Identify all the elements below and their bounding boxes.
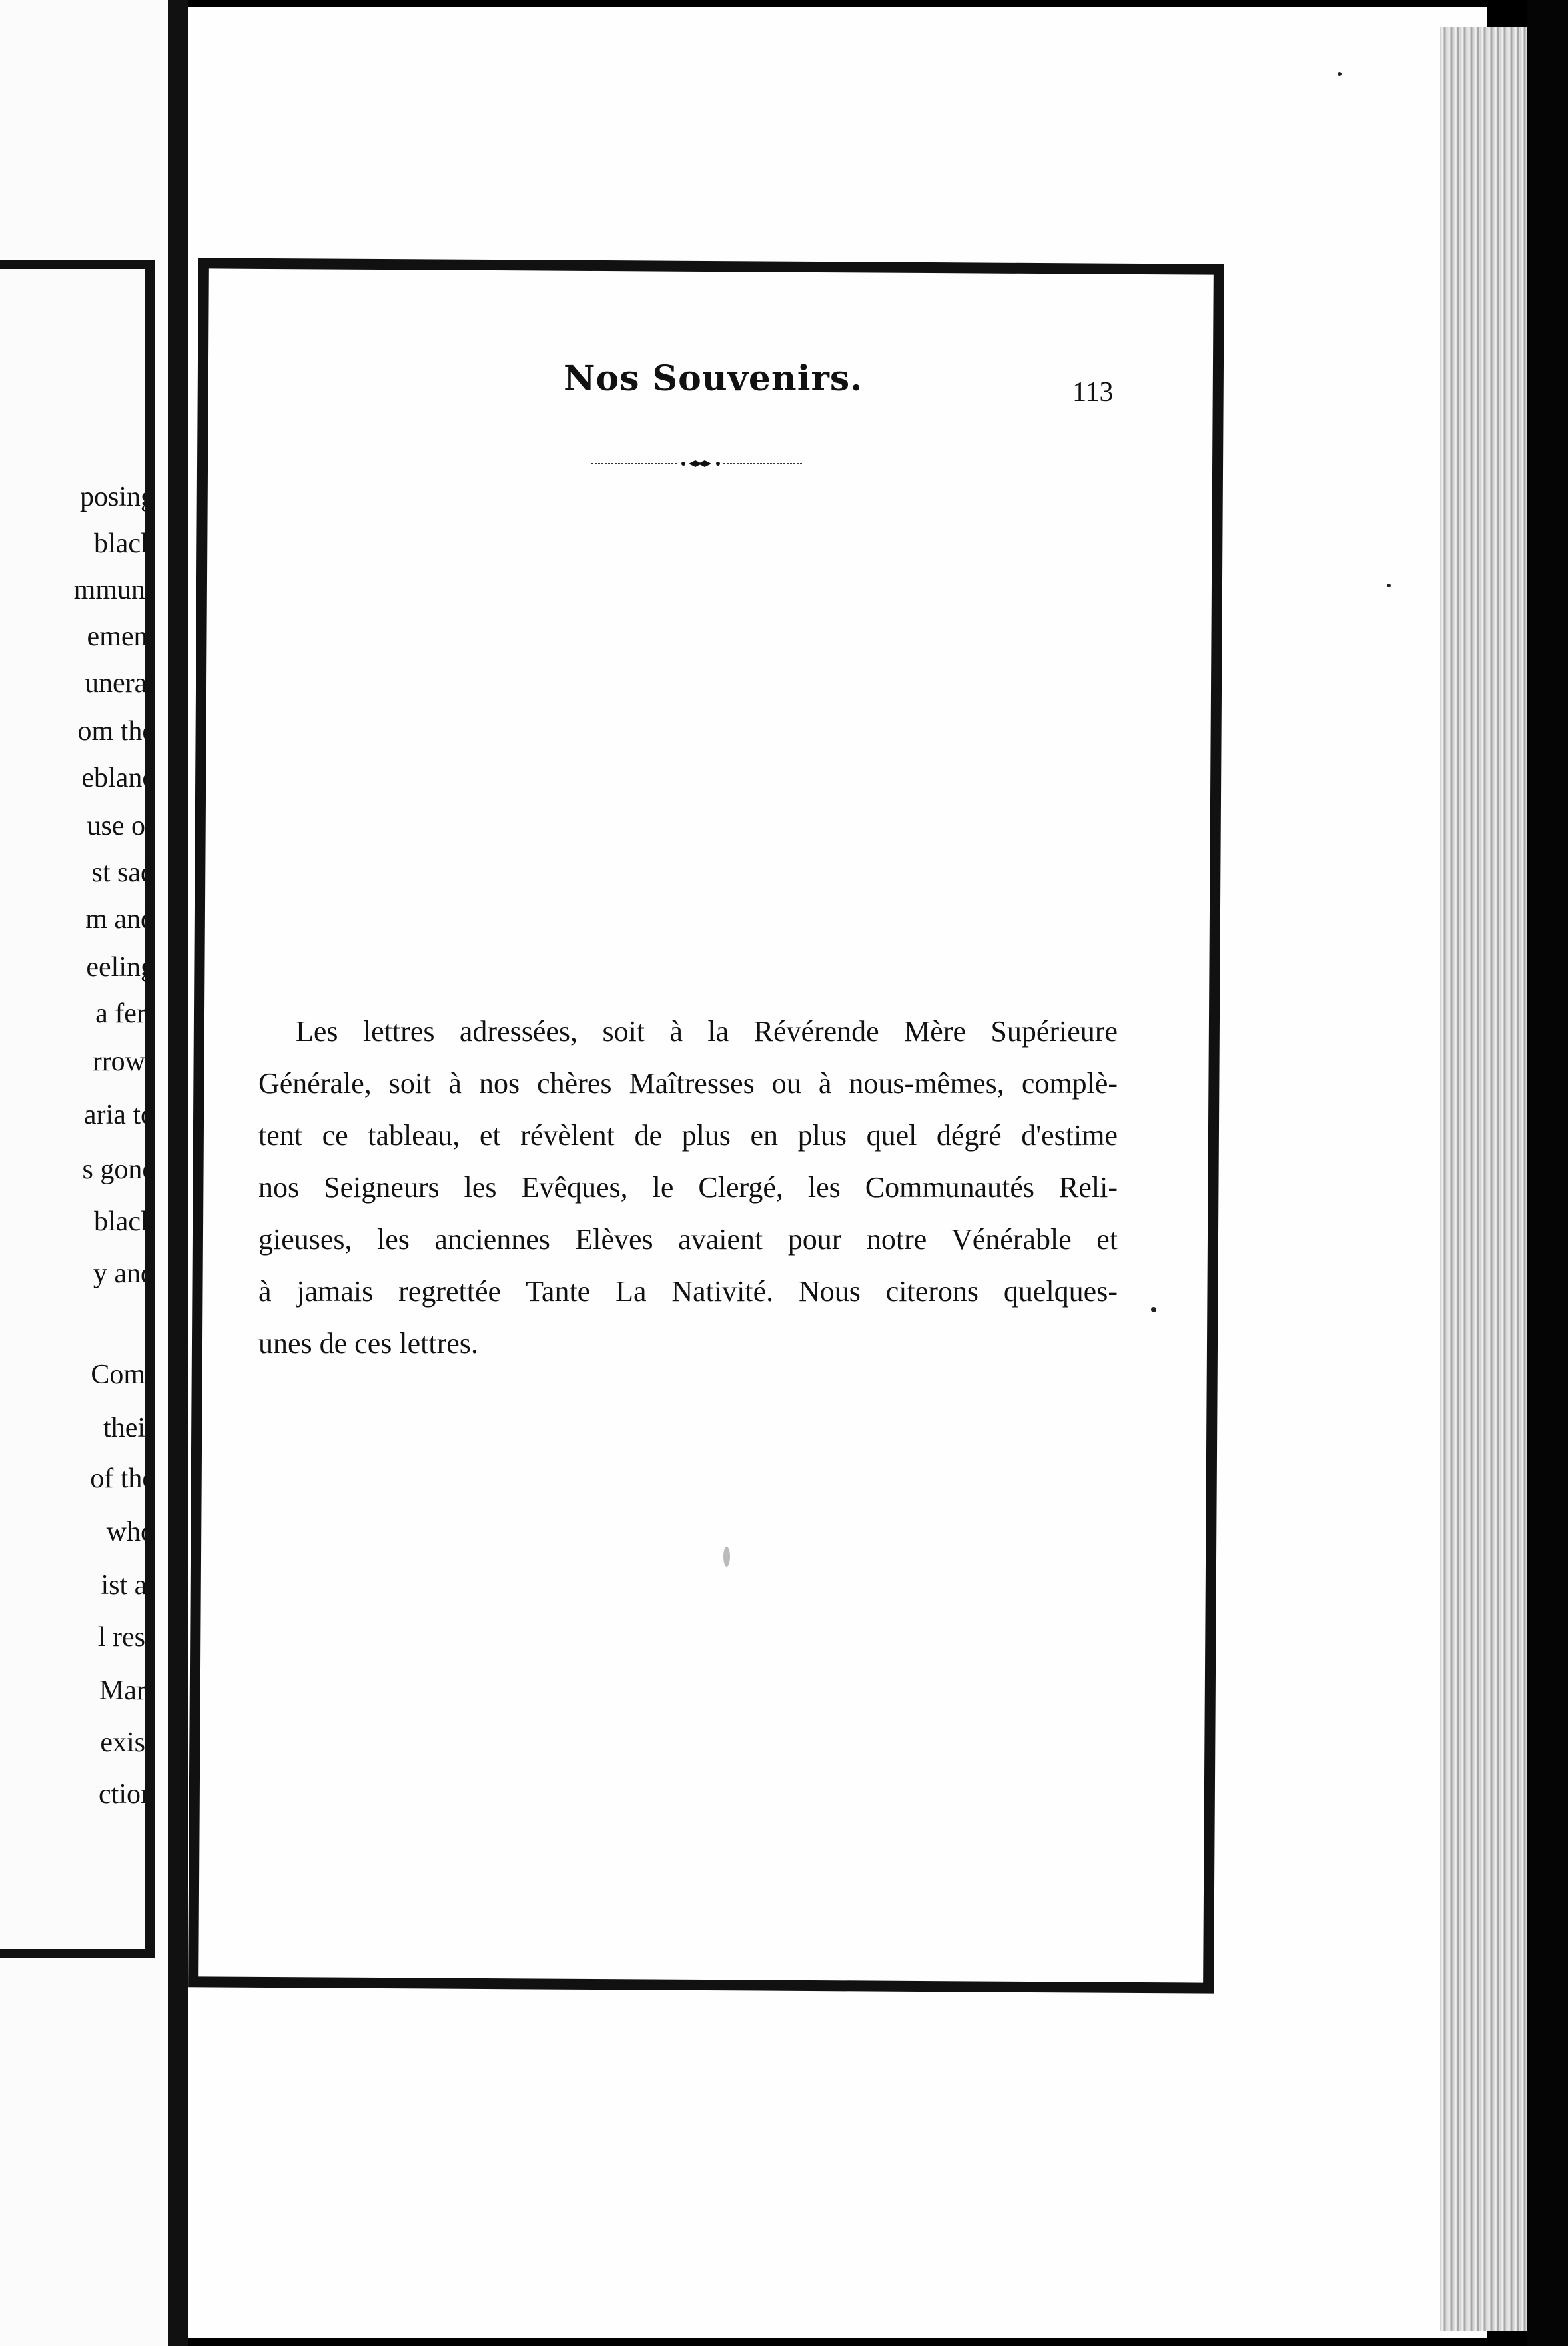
paragraph-line: nos Seigneurs les Evêques, le Clergé, les Communautés Reli-	[258, 1171, 1118, 1204]
paragraph-line: à jamais regrettée Tante La Nativité. Nous citerons quelques-	[258, 1275, 1118, 1308]
left-line: black	[94, 1206, 155, 1237]
scan-speck	[1387, 584, 1391, 587]
left-line: their	[103, 1413, 155, 1443]
scan-speck	[1151, 1307, 1156, 1312]
paragraph-line: tent ce tableau, et révèlent de plus en plus quel dégré d'estime	[258, 1119, 1118, 1152]
left-page	[0, 0, 168, 2346]
left-line: y and	[93, 1258, 155, 1289]
left-line: who	[106, 1517, 155, 1547]
left-line: ction	[99, 1779, 155, 1810]
left-line: a fer-	[95, 998, 155, 1029]
left-line: Com-	[91, 1360, 155, 1390]
left-line: eeling	[86, 952, 155, 982]
left-line: aria to	[83, 1100, 155, 1130]
left-line: posing	[79, 482, 155, 512]
left-line: om the	[77, 716, 155, 747]
left-line: rrow-	[92, 1046, 155, 1077]
page-number: 113	[1072, 377, 1114, 408]
left-line: exis-	[100, 1727, 155, 1758]
left-line: m and	[85, 904, 155, 935]
paragraph-line: gieuses, les anciennes Elèves avaient pour notre Vénérable et	[258, 1223, 1118, 1256]
left-line: Mar-	[99, 1675, 155, 1706]
book-gutter	[168, 0, 188, 2346]
body-paragraph	[258, 1006, 1118, 1369]
running-head: Nos Souvenirs.	[564, 358, 863, 399]
left-line: uneral	[85, 668, 155, 699]
left-line: st sad	[91, 857, 155, 888]
scan-speck	[1338, 72, 1342, 76]
paragraph-line: Les lettres adressées, soit à la Révérende Mère Supérieure	[296, 1015, 1118, 1048]
page-edges	[1440, 27, 1527, 2331]
left-line: emen,	[87, 621, 155, 652]
paragraph-line: unes de ces lettres.	[258, 1327, 478, 1360]
left-line: use of	[87, 811, 155, 841]
left-line: ist at	[101, 1570, 155, 1601]
ornament-rule	[591, 458, 802, 469]
left-line: mmun-	[73, 575, 155, 605]
scan-background	[1527, 0, 1568, 2346]
left-line: l res-	[97, 1622, 155, 1653]
left-line: s gone	[82, 1154, 155, 1185]
left-line: black	[94, 528, 155, 559]
scan-speck	[723, 1547, 730, 1567]
left-line: of the	[90, 1463, 155, 1494]
left-line: eblanc	[81, 763, 155, 793]
paragraph-line: Générale, soit à nos chères Maîtresses ou à nous-mêmes, complè-	[258, 1067, 1118, 1100]
